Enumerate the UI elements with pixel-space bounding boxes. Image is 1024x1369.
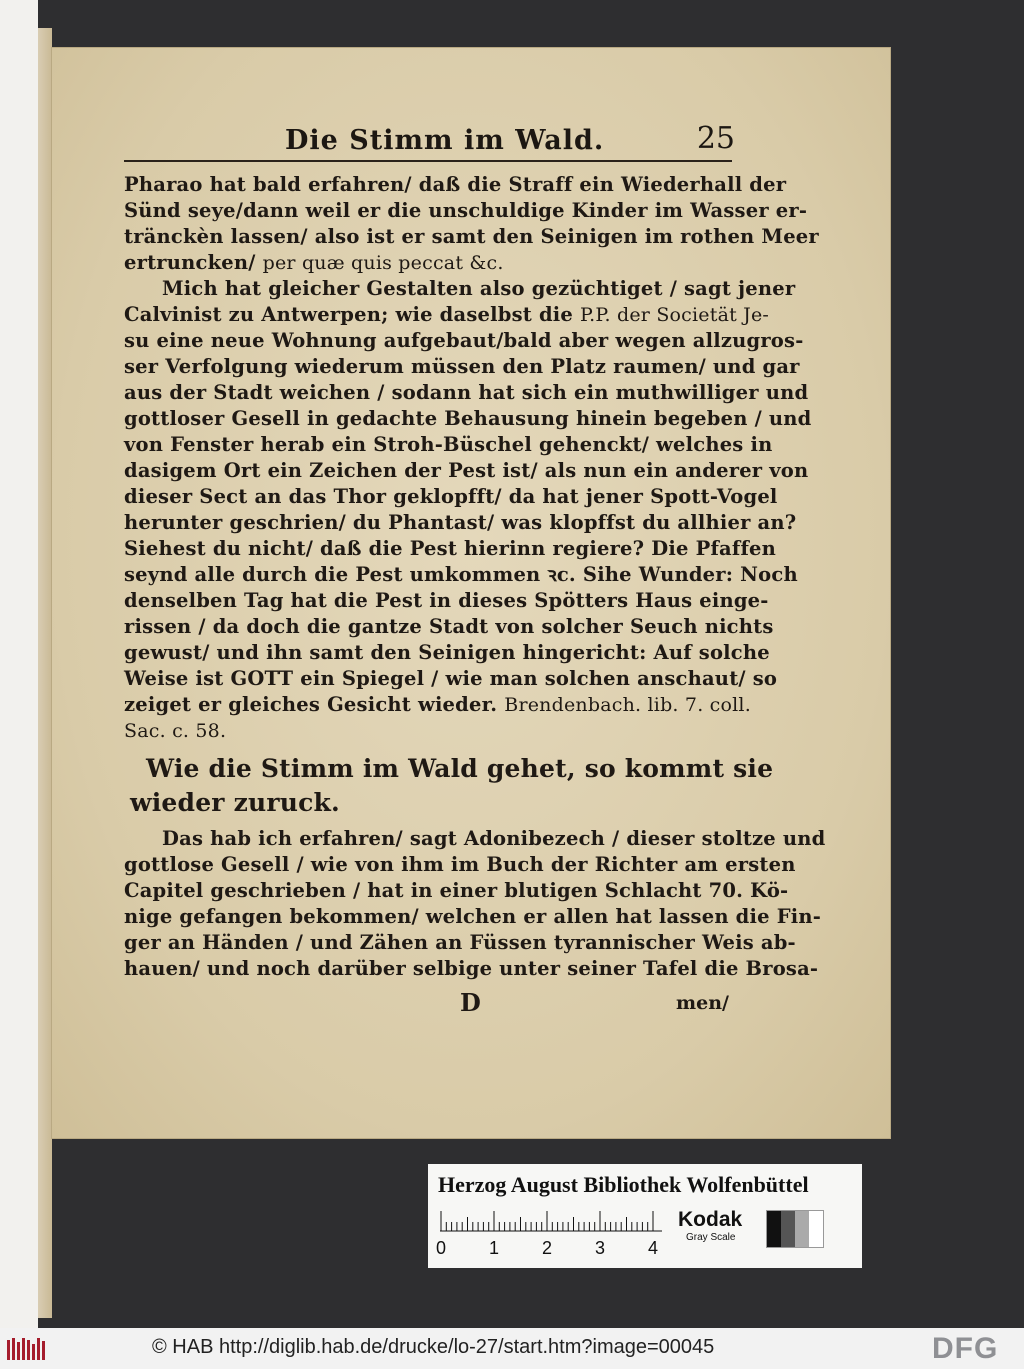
text-line: Sac. c. 58. [124, 720, 227, 742]
running-title: Die Stimm im Wald. [285, 125, 605, 156]
text-line: dasigem Ort ein Zeichen der Pest ist/ als nun ein anderer von [124, 459, 809, 482]
text-line: von Fenster herab ein Stroh-Büschel gehenckt/ welches in [124, 433, 773, 456]
kodak-logo: Kodak [678, 1208, 743, 1231]
scanner-margin [0, 0, 38, 1328]
dfg-logo: DFG [932, 1332, 999, 1365]
paragraph-start: Mich hat gleicher Gestalten also gezüchtiget / sagt jener [162, 277, 796, 300]
text-line: Pharao hat bald erfahren/ daß die Straff ein Wiederhall der [124, 173, 787, 196]
gray-scale-patch [766, 1210, 824, 1248]
footer-url[interactable]: © HAB http://diglib.hab.de/drucke/lo-27/start.htm?image=00045 [152, 1336, 715, 1358]
text-line: herunter geschrien/ du Phantast/ was klopffst du allhier an? [124, 511, 797, 534]
text-line: Weise ist GOTT ein Spiegel / wie man solchen anschaut/ so [124, 667, 778, 690]
text-line: gottloser Gesell in gedachte Behausung hinein begeben / und [124, 407, 812, 430]
kodak-subtitle: Gray Scale [686, 1232, 736, 1243]
ruler-number: 0 [436, 1238, 447, 1258]
ruler-scale [440, 1210, 662, 1232]
adjacent-page-edge [38, 28, 52, 1318]
text-line: hauen/ und noch darüber selbige unter seiner Tafel die Brosa- [124, 957, 819, 980]
paragraph-start: Das hab ich erfahren/ sagt Adonibezech / dieser stoltze und [162, 827, 826, 850]
text-line: tränckèn lassen/ also ist er samt den Seinigen im rothen Meer [124, 225, 819, 248]
text-line [124, 250, 734, 276]
text-line: Siehest du nicht/ daß die Pest hierinn regiere? Die Pfaffen [124, 537, 777, 560]
text-line: gottlose Gesell / wie von ihm im Buch der Richter am ersten [124, 853, 796, 876]
signature-mark: D [460, 988, 481, 1017]
text-fragment: ertruncken/ [124, 251, 256, 274]
ruler-number: 3 [595, 1238, 606, 1258]
text-line: ser Verfolgung wiederum müssen den Platz raumen/ und gar [124, 355, 800, 378]
ruler-numbers [436, 1238, 676, 1262]
text-line [124, 692, 751, 718]
text-line [124, 302, 770, 328]
running-head [285, 121, 735, 165]
text-line: denselben Tag hat die Pest in dieses Spötters Haus einge- [124, 589, 769, 612]
library-label [428, 1164, 862, 1268]
text-fragment: zeiget er gleiches Gesicht wieder. [124, 693, 498, 716]
text-line: nige gefangen bekommen/ welchen er allen hat lassen die Fin- [124, 905, 822, 928]
text-line: dieser Sect an das Thor geklopfft/ da hat jener Spott-Vogel [124, 485, 778, 508]
text-line: aus der Stadt weichen / sodann hat sich ein muthwilliger und [124, 381, 809, 404]
text-line: Capitel geschrieben / hat in einer blutigen Schlacht 70. Kö- [124, 879, 789, 902]
section-heading: Wie die Stimm im Wald gehet, so kommt sie [146, 754, 774, 783]
section-heading: wieder zuruck. [130, 788, 340, 817]
hab-logo-icon [6, 1336, 50, 1362]
text-fragment: Calvinist zu Antwerpen; wie daselbst die [124, 303, 573, 326]
catchword: men/ [676, 992, 729, 1014]
text-line: Sünd seye/dann weil er die unschuldige Kinder im Wasser er- [124, 199, 808, 222]
latin-fragment: P.P. der Societät Je- [580, 304, 770, 326]
text-line: rissen / da doch die gantze Stadt von solcher Seuch nichts [124, 615, 774, 638]
ruler-number: 1 [489, 1238, 500, 1258]
text-line: seynd alle durch die Pest umkommen ꝛc. Sihe Wunder: Noch [124, 563, 798, 586]
head-rule [124, 160, 732, 162]
latin-citation: Brendenbach. lib. 7. coll. [504, 694, 751, 716]
footer-bar [0, 1328, 1024, 1369]
text-line: su eine neue Wohnung aufgebaut/bald aber wegen allzugros- [124, 329, 804, 352]
text-line: ger an Händen / und Zähen an Füssen tyrannischer Weis ab- [124, 931, 796, 954]
library-name: Herzog August Bibliothek Wolfenbüttel [438, 1172, 809, 1197]
ruler-number: 2 [542, 1238, 553, 1258]
page-number: 25 [696, 121, 735, 156]
text-line: gewust/ und ihn samt den Seinigen hingericht: Auf solche [124, 641, 770, 664]
ruler-number: 4 [648, 1238, 659, 1258]
latin-citation: per quæ quis peccat &c. [262, 252, 504, 274]
